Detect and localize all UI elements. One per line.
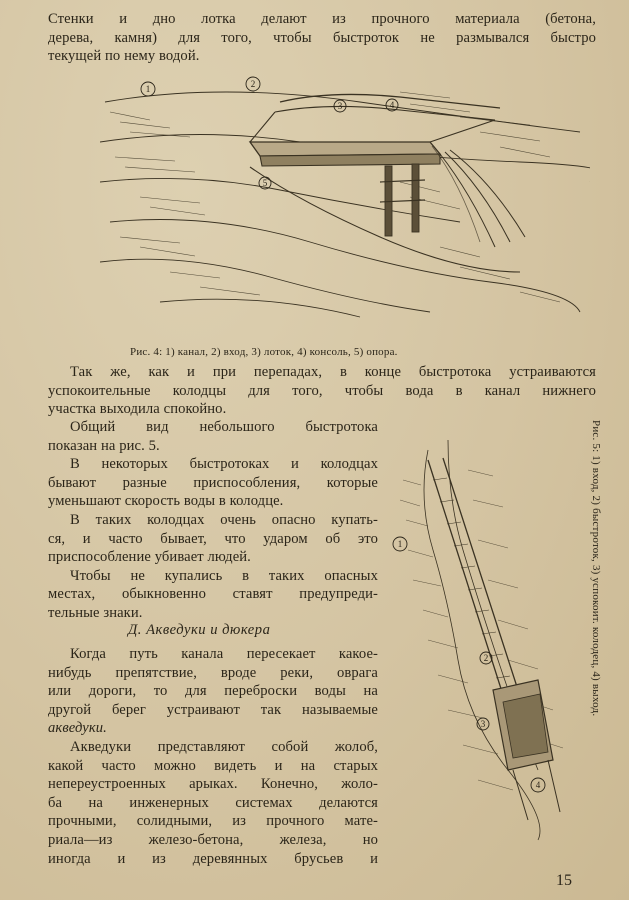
text-line: или дороги, то для переброски воды на	[48, 683, 378, 700]
aqueduct-paragraph	[48, 645, 378, 738]
figure-4-marker: 1	[145, 84, 151, 94]
text-line: Чтобы не купались в таких опасных	[70, 567, 378, 584]
text-line: приспособление убивает людей.	[48, 549, 251, 566]
figure-4-illustration	[100, 72, 590, 332]
text-line: В таких колодцах очень опасно купать-	[70, 511, 378, 528]
top-paragraph	[48, 10, 596, 66]
figure-5-marker: 4	[535, 780, 541, 790]
paragraph-wells	[48, 363, 596, 419]
text-line: какой часто можно видеть и на старых	[48, 757, 378, 774]
figure-4-caption: Рис. 4: 1) канал, 2) вход, 3) лоток, 4) консоль, 5) опора.	[130, 346, 398, 358]
text-line: уменьшают скорость воды в колодце.	[48, 493, 284, 510]
figure-5-marker: 1	[397, 539, 403, 549]
last-paragraph	[48, 738, 378, 868]
text-line: Акведуки представляют собой жолоб,	[70, 739, 378, 755]
figure-5-caption: Рис. 5: 1) вход, 2) быстроток, 3) успокоит. колодец, 4) выход.	[590, 420, 602, 717]
figure-5-illustration	[388, 440, 568, 850]
figure-4-marker: 5	[262, 178, 268, 188]
figure-4-marker: 2	[250, 79, 256, 89]
aqueduct-term: акведуки.	[48, 720, 107, 737]
figure-4-marker: 4	[389, 100, 395, 110]
text-line: Общий вид небольшого быстротока	[70, 419, 378, 435]
page-number: 15	[556, 872, 572, 889]
text-line: дерева, камня) для того, чтобы быстроток не размывался быстро	[48, 29, 596, 46]
text-line: бывают разные приспособления, которые	[48, 474, 378, 491]
text-line: ся, и часто бывает, что ударом об это	[48, 530, 378, 547]
text-line: риала—из железо-бетона, железа, но	[48, 831, 378, 848]
text-line: непереустроенных арыках. Конечно, жоло-	[48, 776, 378, 793]
text-line: Стенки и дно лотка делают из прочного материала (бетона,	[48, 11, 596, 27]
text-line: другой берег устраивают так называемые	[48, 701, 378, 718]
text-line: текущей по нему водой.	[48, 48, 200, 65]
figure-5-marker: 3	[480, 719, 486, 729]
text-line: показан на рис. 5.	[48, 437, 160, 454]
section-title: Д. Акведуки и дюкера	[128, 622, 271, 638]
text-line: прочными, солидными, из прочного мате-	[48, 813, 378, 830]
figure-5-marker: 2	[483, 653, 489, 663]
text-line: Когда путь канала пересекает какое-	[70, 646, 378, 662]
text-line: участка выходила спокойно.	[48, 401, 227, 418]
left-column	[48, 418, 378, 623]
text-line: нибудь препятствие, вроде реки, оврага	[48, 664, 378, 681]
text-line: местах, обыкновенно ставят предупреди-	[48, 586, 378, 603]
text-line: ба на инженерных системах делаются	[48, 794, 378, 811]
text-line: тельные знаки.	[48, 604, 143, 621]
text-line: Так же, как и при перепадах, в конце быстротока устраиваются	[70, 364, 596, 380]
text-line: успокоительные колодцы для того, чтобы вода в канал нижнего	[48, 382, 596, 399]
figure-4-marker: 3	[337, 101, 343, 111]
text-line: иногда и из деревянных брусьев и	[48, 850, 378, 867]
text-line: В некоторых быстротоках и колодцах	[70, 456, 378, 473]
